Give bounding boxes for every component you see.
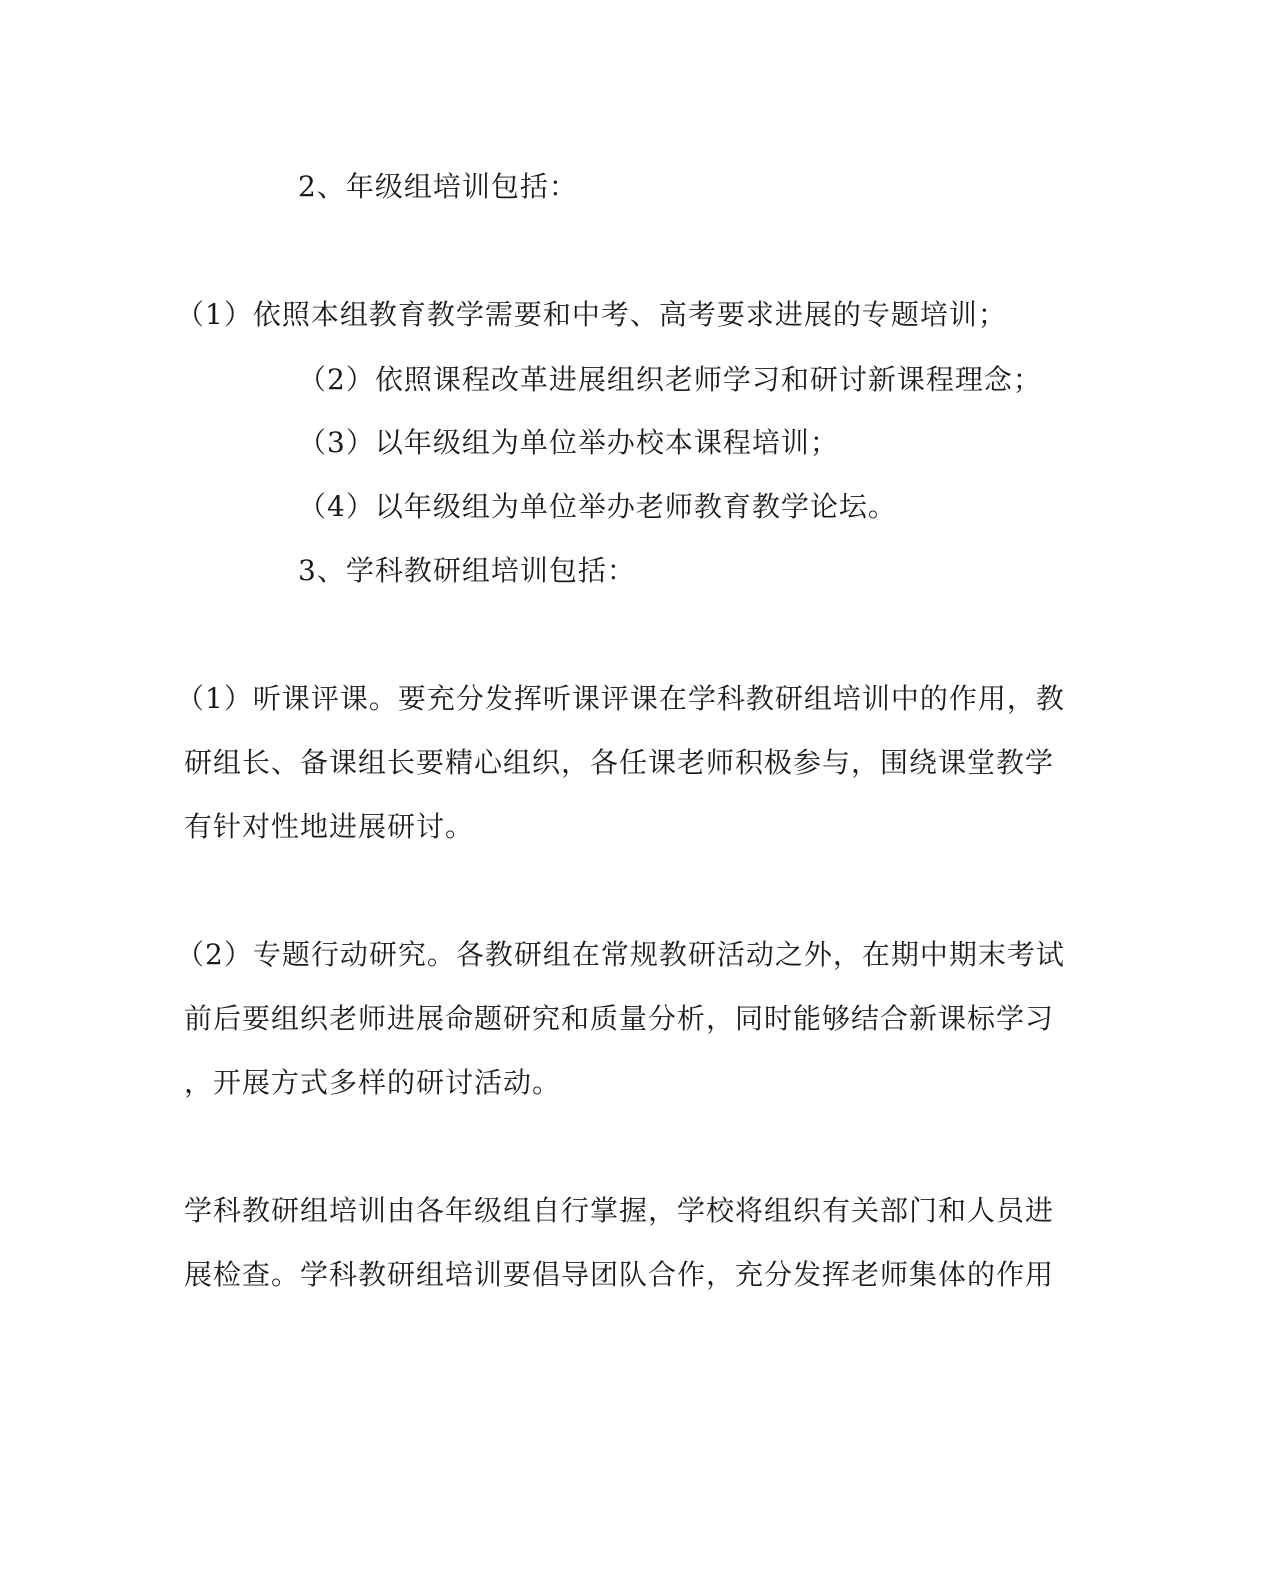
grade-item-1: （1）依照本组教育教学需要和中考、高考要求进展的专题培训； [176, 298, 1007, 331]
para1-line-3: 有针对性地进展研讨。 [184, 810, 475, 843]
para3-line-1: 学科教研组培训由各年级组自行掌握，学校将组织有关部门和人员进 [184, 1194, 1055, 1227]
para2-line-3: ，开展方式多样的研讨活动。 [184, 1066, 562, 1099]
heading-subject-training: 3、学科教研组培训包括： [298, 554, 636, 587]
para2-line-1: （2）专题行动研究。各教研组在常规教研活动之外，在期中期末考试 [176, 938, 1065, 971]
grade-item-4: （4）以年级组为单位举办老师教育教学论坛。 [298, 490, 897, 523]
para1-line-2: 研组长、备课组长要精心组织，各任课老师积极参与，围绕课堂教学 [184, 746, 1055, 779]
grade-item-3: （3）以年级组为单位举办校本课程培训； [298, 426, 839, 459]
para1-line-1: （1）听课评课。要充分发挥听课评课在学科教研组培训中的作用，教 [176, 682, 1065, 715]
para3-line-2: 展检查。学科教研组培训要倡导团队合作，充分发挥老师集体的作用 [184, 1258, 1055, 1291]
heading-grade-training: 2、年级组培训包括： [298, 170, 578, 203]
para2-line-2: 前后要组织老师进展命题研究和质量分析，同时能够结合新课标学习 [184, 1002, 1055, 1035]
grade-item-2: （2）依照课程改革进展组织老师学习和研讨新课程理念； [298, 363, 1042, 396]
